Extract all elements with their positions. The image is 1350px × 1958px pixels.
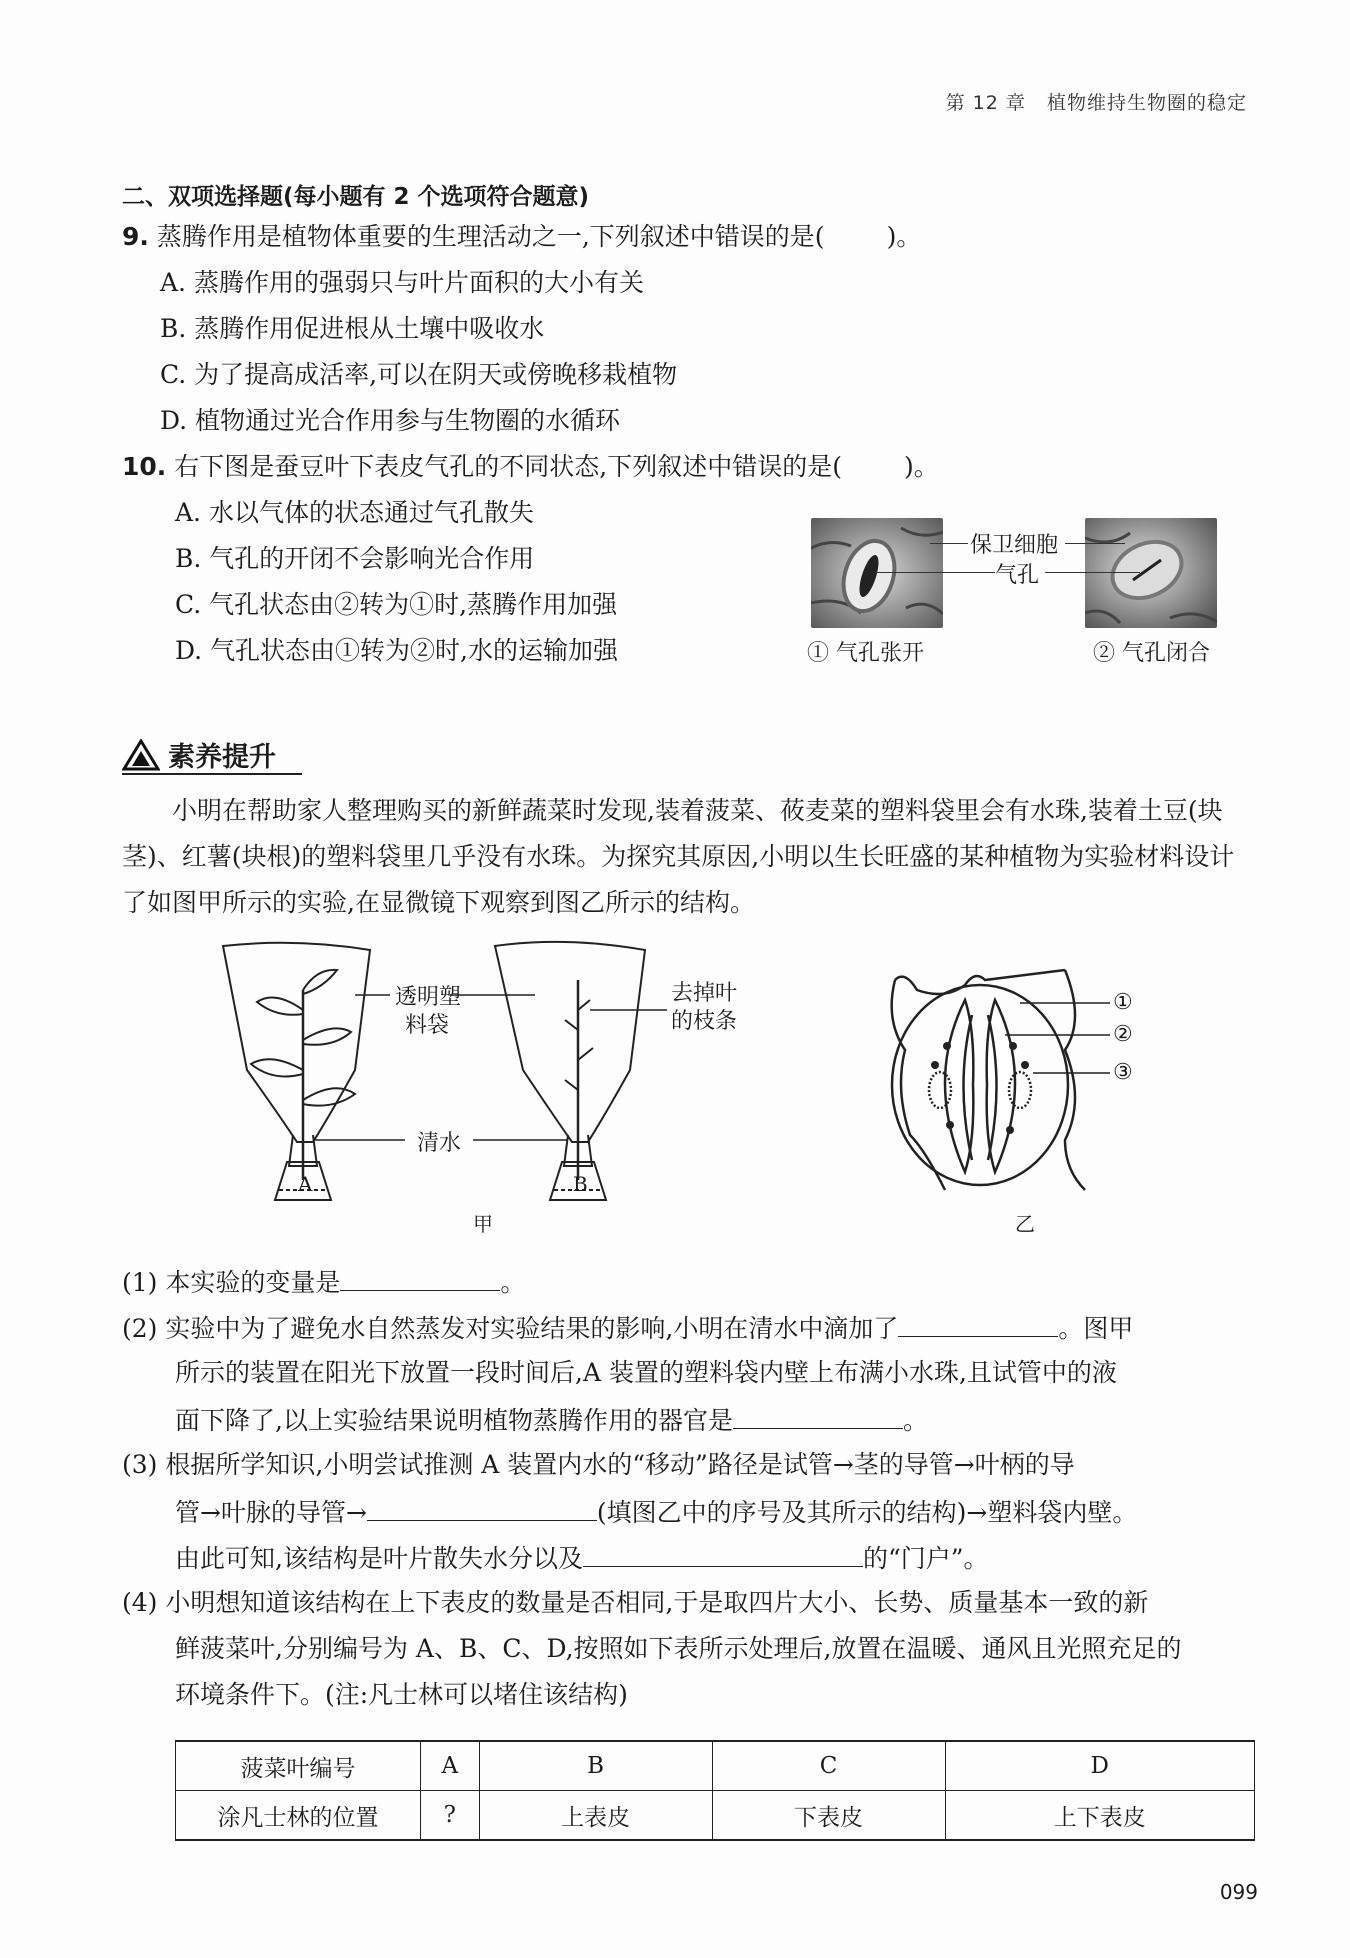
subquestion-number: (1) bbox=[122, 1268, 158, 1297]
subquestion-text-end: 的“门户”。 bbox=[862, 1544, 989, 1573]
option-c: C. 气孔状态由②转为①时,蒸腾作用加强 bbox=[175, 590, 618, 619]
option-c: C. 为了提高成活率,可以在阴天或傍晚移栽植物 bbox=[160, 360, 678, 389]
chapter-number: 第 12 章 bbox=[945, 92, 1026, 114]
subquestion-2-line-2: 所示的装置在阳光下放置一段时间后,A 装置的塑料袋内壁上布满小水珠,且试管中的液 bbox=[175, 1358, 1117, 1387]
stoma-open-photo bbox=[811, 518, 943, 628]
question-text-end: )。 bbox=[886, 222, 922, 251]
subquestion-text: 面下降了,以上实验结果说明植物蒸腾作用的器官是 bbox=[175, 1406, 733, 1435]
subquestion-text: 管→叶脉的导管→ bbox=[175, 1498, 367, 1527]
option-d: D. 气孔状态由①转为②时,水的运输加强 bbox=[175, 636, 618, 665]
table-cell: ? bbox=[421, 1791, 480, 1841]
table-row bbox=[176, 1791, 1255, 1841]
label-structure-2: ② bbox=[1113, 1022, 1133, 1047]
label-guard-cell: 保卫细胞 bbox=[970, 533, 1059, 558]
caption-yi: 乙 bbox=[1015, 1212, 1035, 1236]
label-line: 透明塑 bbox=[395, 985, 462, 1010]
subquestion-2-line-3 bbox=[175, 1402, 928, 1438]
apparatus-b bbox=[495, 942, 645, 1200]
subquestion-3-line-3 bbox=[175, 1540, 989, 1576]
label-stoma: 气孔 bbox=[995, 563, 1040, 588]
option-a: A. 水以气体的状态通过气孔散失 bbox=[175, 498, 534, 527]
table-cell: B bbox=[479, 1741, 712, 1791]
label-water: 清水 bbox=[417, 1131, 462, 1156]
answer-blank[interactable] bbox=[367, 1494, 597, 1521]
question-number: 9. bbox=[122, 222, 149, 251]
table-cell: 下表皮 bbox=[712, 1791, 945, 1841]
subquestion-2 bbox=[122, 1310, 1133, 1346]
label-structure-3: ③ bbox=[1113, 1060, 1133, 1085]
subquestion-text: 。图甲 bbox=[1058, 1314, 1134, 1343]
leader-line bbox=[1065, 543, 1125, 544]
label-line: 的枝条 bbox=[671, 1009, 738, 1034]
label-structure-1: ① bbox=[1113, 990, 1133, 1015]
subquestion-3-line-2 bbox=[175, 1494, 1137, 1530]
table-cell: 上表皮 bbox=[479, 1791, 712, 1841]
question-text-end: )。 bbox=[903, 452, 939, 481]
subquestion-text-end: 。 bbox=[500, 1268, 526, 1297]
subquestion-number: (3) bbox=[122, 1450, 158, 1479]
section-title: 素养提升 bbox=[168, 742, 276, 773]
subquestion-4-line-2: 鲜菠菜叶,分别编号为 A、B、C、D,按照如下表所示处理后,放置在温暖、通风且光照充足的 bbox=[175, 1634, 1182, 1663]
label-apparatus-a: A bbox=[298, 1172, 313, 1196]
caption-jia: 甲 bbox=[473, 1212, 493, 1236]
option-b: B. 蒸腾作用促进根从土壤中吸收水 bbox=[160, 314, 545, 343]
subquestion-text: 小明想知道该结构在上下表皮的数量是否相同,于是取四片大小、长势、质量基本一致的新 bbox=[165, 1588, 1149, 1617]
subquestion-text: 根据所学知识,小明尝试推测 A 装置内水的“移动”路径是试管→茎的导管→叶柄的导 bbox=[165, 1450, 1075, 1479]
section-title-double-choice: 二、双项选择题(每小题有 2 个选项符合题意) bbox=[122, 184, 590, 210]
subquestion-text: (填图乙中的序号及其所示的结构)→塑料袋内壁。 bbox=[596, 1498, 1138, 1527]
stomata-figure bbox=[805, 512, 1245, 672]
subquestion-number: (2) bbox=[122, 1314, 158, 1343]
page-number: 099 bbox=[1219, 1880, 1258, 1904]
caption-stoma-closed: ② 气孔闭合 bbox=[1093, 641, 1210, 666]
answer-blank[interactable] bbox=[340, 1264, 500, 1291]
scenario-paragraph: 小明在帮助家人整理购买的新鲜蔬菜时发现,装着菠菜、莜麦菜的塑料袋里会有水珠,装着土豆(块茎)、红薯(块根)的塑料袋里几乎没有水珠。为探究其原因,小明以生长旺盛的某种植物为实验材料设计了如图甲所示的实验,在显微镜下观察到图乙所示的结构。 bbox=[122, 796, 1235, 917]
question-10-stem bbox=[122, 450, 939, 484]
warning-triangle-icon bbox=[122, 739, 160, 771]
subquestion-number: (4) bbox=[122, 1588, 158, 1617]
table-row bbox=[176, 1741, 1255, 1791]
subquestion-4 bbox=[122, 1586, 1148, 1620]
leader-line bbox=[930, 543, 968, 544]
leader-line bbox=[1045, 572, 1140, 573]
question-9-stem bbox=[122, 220, 921, 254]
option-d: D. 植物通过光合作用参与生物圈的水循环 bbox=[160, 406, 621, 435]
subquestion-3 bbox=[122, 1448, 1075, 1482]
answer-blank[interactable] bbox=[898, 1310, 1058, 1337]
section-underline bbox=[122, 773, 302, 775]
table-cell: D bbox=[945, 1741, 1254, 1791]
subquestion-text: 实验中为了避免水自然蒸发对实验结果的影响,小明在清水中滴加了 bbox=[165, 1314, 899, 1343]
chapter-title: 植物维持生物圈的稳定 bbox=[1046, 92, 1247, 114]
question-text: 右下图是蚕豆叶下表皮气孔的不同状态,下列叙述中错误的是( bbox=[174, 452, 842, 481]
label-apparatus-b: B bbox=[573, 1172, 588, 1196]
answer-blank[interactable] bbox=[733, 1402, 903, 1429]
experiment-figure bbox=[205, 940, 1255, 1240]
leader-line bbox=[875, 572, 995, 573]
table-cell: 上下表皮 bbox=[945, 1791, 1254, 1841]
label-line: 料袋 bbox=[405, 1013, 450, 1038]
subquestion-text: 本实验的变量是 bbox=[165, 1268, 341, 1297]
question-text: 蒸腾作用是植物体重要的生理活动之一,下列叙述中错误的是( bbox=[156, 222, 825, 251]
table-cell: C bbox=[712, 1741, 945, 1791]
apparatus-a bbox=[223, 943, 370, 1200]
subquestion-1 bbox=[122, 1264, 525, 1300]
subquestion-4-line-3: 环境条件下。(注:凡士林可以堵住该结构) bbox=[175, 1680, 628, 1709]
table-cell: A bbox=[421, 1741, 480, 1791]
page-header bbox=[946, 88, 1247, 115]
subquestion-text: 由此可知,该结构是叶片散失水分以及 bbox=[175, 1544, 583, 1573]
answer-blank[interactable] bbox=[583, 1540, 863, 1567]
label-transparent-bag bbox=[395, 984, 461, 1040]
caption-stoma-open: ① 气孔张开 bbox=[807, 641, 924, 666]
spinach-leaf-table bbox=[175, 1740, 1255, 1841]
table-cell: 菠菜叶编号 bbox=[176, 1741, 421, 1791]
option-a: A. 蒸腾作用的强弱只与叶片面积的大小有关 bbox=[160, 268, 644, 297]
question-number: 10. bbox=[122, 452, 167, 481]
label-branch-no-leaves bbox=[671, 980, 737, 1036]
label-line: 去掉叶 bbox=[671, 981, 738, 1006]
option-b: B. 气孔的开闭不会影响光合作用 bbox=[175, 544, 535, 573]
subquestion-text-end: 。 bbox=[902, 1406, 928, 1435]
table-cell: 涂凡士林的位置 bbox=[176, 1791, 421, 1841]
stoma-closed-photo bbox=[1085, 518, 1217, 628]
